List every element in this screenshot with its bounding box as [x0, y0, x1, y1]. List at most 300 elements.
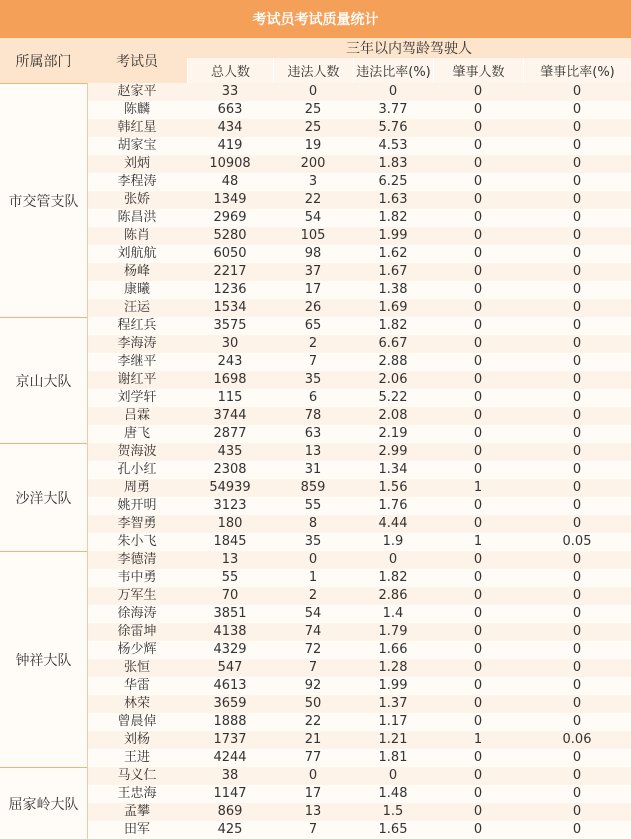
- table-row: [87, 155, 631, 173]
- accidents-cell: 0: [473, 444, 483, 459]
- violations-cell: 0: [308, 768, 318, 783]
- violations-cell: 92: [304, 678, 322, 693]
- table-row: [87, 695, 631, 713]
- examiner-cell: 万军生: [117, 588, 157, 603]
- violations-cell: 0: [308, 552, 318, 567]
- examiner-cell: 李继平: [117, 354, 157, 369]
- violations-cell: 37: [304, 264, 322, 279]
- accidents-cell: 0: [473, 696, 483, 711]
- examiner-cell: 刘炳: [123, 156, 150, 171]
- table-row: [87, 263, 631, 281]
- total-cell: 3851: [213, 606, 247, 621]
- accidents-cell: 1: [473, 534, 483, 549]
- accident-rate-cell: 0: [572, 336, 582, 351]
- accidents-cell: 0: [473, 246, 483, 261]
- accident-rate-cell: 0: [572, 786, 582, 801]
- total-cell: 1737: [213, 732, 247, 747]
- accident-rate-cell: 0: [572, 264, 582, 279]
- accident-rate-cell: 0: [572, 84, 582, 99]
- accidents-cell: 0: [473, 192, 483, 207]
- department-cell: 屈家岭大队: [0, 767, 87, 839]
- total-cell: 6050: [213, 246, 247, 261]
- violation-rate-cell: 0: [388, 552, 398, 567]
- violation-rate-cell: 1.66: [378, 642, 408, 657]
- total-cell: 2217: [213, 264, 247, 279]
- accident-rate-cell: 0: [572, 462, 582, 477]
- accidents-cell: 0: [473, 570, 483, 585]
- examiner-cell: 程红兵: [117, 318, 157, 333]
- violations-cell: 859: [300, 480, 326, 495]
- violations-cell: 22: [304, 714, 322, 729]
- examiner-cell: 唐飞: [123, 426, 150, 441]
- table-row: [87, 209, 631, 227]
- accidents-cell: 0: [473, 552, 483, 567]
- total-cell: 425: [217, 822, 243, 837]
- violation-rate-cell: 2.99: [378, 444, 408, 459]
- examiner-cell: 徐海涛: [117, 606, 157, 621]
- table-row: [87, 317, 631, 335]
- total-cell: 1698: [213, 372, 247, 387]
- violation-rate-cell: 5.22: [378, 390, 408, 405]
- violations-cell: 6: [308, 390, 318, 405]
- violation-rate-cell: 1.56: [378, 480, 408, 495]
- table-row: [87, 137, 631, 155]
- total-cell: 55: [221, 570, 239, 585]
- accident-rate-cell: 0: [572, 426, 582, 441]
- accident-rate-cell: 0: [572, 714, 582, 729]
- table-row: [87, 497, 631, 515]
- accident-rate-cell: 0: [572, 696, 582, 711]
- examiner-cell: 陈肖: [123, 228, 150, 243]
- accidents-cell: 0: [473, 606, 483, 621]
- total-cell: 38: [221, 768, 239, 783]
- violations-cell: 50: [304, 696, 322, 711]
- table-row: [87, 227, 631, 245]
- accidents-cell: 0: [473, 786, 483, 801]
- table-row: [87, 461, 631, 479]
- accident-rate-cell: 0: [572, 750, 582, 765]
- examiner-cell: 刘航航: [117, 246, 157, 261]
- accidents-cell: 0: [473, 714, 483, 729]
- examiner-cell: 刘杨: [123, 732, 150, 747]
- table-row: [87, 245, 631, 263]
- total-cell: 4613: [213, 678, 247, 693]
- accident-rate-cell: 0: [572, 660, 582, 675]
- total-cell: 4329: [213, 642, 247, 657]
- violations-cell: 54: [304, 606, 322, 621]
- accident-rate-cell: 0: [572, 822, 582, 837]
- violation-rate-cell: 1.17: [378, 714, 408, 729]
- accident-rate-cell: 0: [572, 282, 582, 297]
- examiner-cell: 马义仁: [117, 768, 157, 783]
- violations-cell: 7: [308, 822, 318, 837]
- accidents-cell: 0: [473, 642, 483, 657]
- header-violations: 违法人数: [273, 58, 353, 83]
- total-cell: 1349: [213, 192, 247, 207]
- accident-rate-cell: 0: [572, 372, 582, 387]
- accidents-cell: 0: [473, 84, 483, 99]
- examiner-cell: 贺海波: [117, 444, 157, 459]
- violation-rate-cell: 1.62: [378, 246, 408, 261]
- table-row: [87, 425, 631, 443]
- accident-rate-cell: 0: [572, 480, 582, 495]
- table-row: [87, 443, 631, 461]
- total-cell: 1236: [213, 282, 247, 297]
- accident-rate-cell: 0: [572, 228, 582, 243]
- accident-rate-cell: 0: [572, 768, 582, 783]
- accident-rate-cell: 0.05: [562, 534, 592, 549]
- accidents-cell: 0: [473, 102, 483, 117]
- total-cell: 2308: [213, 462, 247, 477]
- violations-cell: 105: [300, 228, 326, 243]
- violations-cell: 55: [304, 498, 322, 513]
- violations-cell: 25: [304, 120, 322, 135]
- violation-rate-cell: 2.19: [378, 426, 408, 441]
- examiner-cell: 曾晨倬: [117, 714, 157, 729]
- table-row: [87, 551, 631, 569]
- violations-cell: 1: [308, 570, 318, 585]
- accidents-cell: 0: [473, 408, 483, 423]
- violation-rate-cell: 1.83: [378, 156, 408, 171]
- header-accident-rate: 肇事比率(%): [523, 58, 631, 83]
- examiner-cell: 孔小红: [117, 462, 157, 477]
- accidents-cell: 0: [473, 228, 483, 243]
- examiner-cell: 康曦: [123, 282, 150, 297]
- violations-cell: 13: [304, 804, 322, 819]
- violations-cell: 74: [304, 624, 322, 639]
- accidents-cell: 0: [473, 282, 483, 297]
- total-cell: 54939: [209, 480, 251, 495]
- total-cell: 1888: [213, 714, 247, 729]
- table-row: [87, 731, 631, 749]
- violations-cell: 63: [304, 426, 322, 441]
- accident-rate-cell: 0: [572, 120, 582, 135]
- table-row: [87, 821, 631, 839]
- table-row: [87, 803, 631, 821]
- table-row: [87, 569, 631, 587]
- header-dept: 所属部门: [0, 38, 87, 83]
- violations-cell: 35: [304, 372, 322, 387]
- examiner-cell: 陈麟: [123, 102, 150, 117]
- accidents-cell: 0: [473, 300, 483, 315]
- accident-rate-cell: 0: [572, 156, 582, 171]
- examiner-cell: 张恒: [123, 660, 150, 675]
- violation-rate-cell: 0: [388, 84, 398, 99]
- table-row: [87, 767, 631, 785]
- table-row: [87, 533, 631, 551]
- violation-rate-cell: 4.53: [378, 138, 408, 153]
- accidents-cell: 0: [473, 516, 483, 531]
- violations-cell: 2: [308, 336, 318, 351]
- violation-rate-cell: 1.28: [378, 660, 408, 675]
- total-cell: 663: [217, 102, 243, 117]
- total-cell: 33: [221, 84, 239, 99]
- examiner-cell: 刘学轩: [117, 390, 157, 405]
- header-examiner: 考试员: [87, 38, 187, 83]
- violations-cell: 7: [308, 354, 318, 369]
- examiner-cell: 张娇: [123, 192, 150, 207]
- violations-cell: 13: [304, 444, 322, 459]
- accident-rate-cell: 0: [572, 678, 582, 693]
- accidents-cell: 0: [473, 804, 483, 819]
- violations-cell: 0: [308, 84, 318, 99]
- violations-cell: 25: [304, 102, 322, 117]
- violations-cell: 78: [304, 408, 322, 423]
- violations-cell: 19: [304, 138, 322, 153]
- department-cell: 钟祥大队: [0, 551, 87, 767]
- table-row: [87, 659, 631, 677]
- examiner-cell: 李海涛: [117, 336, 157, 351]
- total-cell: 30: [221, 336, 239, 351]
- total-cell: 1147: [213, 786, 247, 801]
- examiner-cell: 朱小飞: [117, 534, 157, 549]
- accident-rate-cell: 0: [572, 570, 582, 585]
- accidents-cell: 0: [473, 120, 483, 135]
- column-divider: [87, 83, 88, 839]
- examiner-cell: 陈昌洪: [117, 210, 157, 225]
- total-cell: 48: [221, 174, 239, 189]
- violation-rate-cell: 1.76: [378, 498, 408, 513]
- violation-rate-cell: 6.25: [378, 174, 408, 189]
- accident-rate-cell: 0: [572, 804, 582, 819]
- accidents-cell: 0: [473, 498, 483, 513]
- table-row: [87, 83, 631, 101]
- accidents-cell: 0: [473, 318, 483, 333]
- violations-cell: 31: [304, 462, 322, 477]
- accidents-cell: 0: [473, 822, 483, 837]
- violation-rate-cell: 1.48: [378, 786, 408, 801]
- violation-rate-cell: 1.82: [378, 570, 408, 585]
- table-row: [87, 749, 631, 767]
- header-group: 三年以内驾龄驾驶人: [187, 38, 631, 58]
- total-cell: 869: [217, 804, 243, 819]
- accidents-cell: 0: [473, 426, 483, 441]
- accident-rate-cell: 0: [572, 408, 582, 423]
- table-row: [87, 353, 631, 371]
- header-violation-rate: 违法比率(%): [353, 58, 433, 83]
- violation-rate-cell: 1.63: [378, 192, 408, 207]
- total-cell: 547: [217, 660, 243, 675]
- violations-cell: 54: [304, 210, 322, 225]
- department-cell: 京山大队: [0, 317, 87, 443]
- accident-rate-cell: 0: [572, 300, 582, 315]
- violation-rate-cell: 1.67: [378, 264, 408, 279]
- total-cell: 2969: [213, 210, 247, 225]
- accidents-cell: 1: [473, 480, 483, 495]
- accident-rate-cell: 0: [572, 138, 582, 153]
- violations-cell: 8: [308, 516, 318, 531]
- total-cell: 434: [217, 120, 243, 135]
- accident-rate-cell: 0: [572, 102, 582, 117]
- accident-rate-cell: 0: [572, 210, 582, 225]
- header-total: 总人数: [187, 58, 273, 83]
- violation-rate-cell: 1.82: [378, 318, 408, 333]
- violation-rate-cell: 2.88: [378, 354, 408, 369]
- accidents-cell: 0: [473, 336, 483, 351]
- violations-cell: 77: [304, 750, 322, 765]
- examiner-cell: 王进: [123, 750, 150, 765]
- examiner-cell: 胡家宝: [117, 138, 157, 153]
- total-cell: 3575: [213, 318, 247, 333]
- examiner-cell: 王忠海: [117, 786, 157, 801]
- accidents-cell: 0: [473, 624, 483, 639]
- total-cell: 10908: [209, 156, 251, 171]
- violation-rate-cell: 2.86: [378, 588, 408, 603]
- violation-rate-cell: 1.82: [378, 210, 408, 225]
- violation-rate-cell: 1.37: [378, 696, 408, 711]
- violation-rate-cell: 2.06: [378, 372, 408, 387]
- examiner-cell: 华雷: [123, 678, 150, 693]
- violation-rate-cell: 1.99: [378, 678, 408, 693]
- accidents-cell: 0: [473, 354, 483, 369]
- table-row: [87, 407, 631, 425]
- table-row: [87, 515, 631, 533]
- total-cell: 4244: [213, 750, 247, 765]
- department-cell: 沙洋大队: [0, 443, 87, 551]
- violations-cell: 65: [304, 318, 322, 333]
- accidents-cell: 0: [473, 210, 483, 225]
- total-cell: 3744: [213, 408, 247, 423]
- examiner-cell: 赵家平: [117, 84, 157, 99]
- violation-rate-cell: 3.77: [378, 102, 408, 117]
- accidents-cell: 0: [473, 768, 483, 783]
- violations-cell: 200: [300, 156, 326, 171]
- examiner-cell: 吕霖: [123, 408, 150, 423]
- accident-rate-cell: 0: [572, 498, 582, 513]
- violations-cell: 3: [308, 174, 318, 189]
- violation-rate-cell: 1.34: [378, 462, 408, 477]
- violations-cell: 7: [308, 660, 318, 675]
- header-accidents: 肇事人数: [433, 58, 523, 83]
- violation-rate-cell: 1.69: [378, 300, 408, 315]
- accident-rate-cell: 0: [572, 246, 582, 261]
- table-row: [87, 479, 631, 497]
- table-row: [87, 335, 631, 353]
- violations-cell: 72: [304, 642, 322, 657]
- examiner-cell: 李德清: [117, 552, 157, 567]
- violation-rate-cell: 1.4: [382, 606, 404, 621]
- examiner-cell: 杨峰: [123, 264, 150, 279]
- violations-cell: 21: [304, 732, 322, 747]
- accident-rate-cell: 0: [572, 588, 582, 603]
- violations-cell: 2: [308, 588, 318, 603]
- violations-cell: 17: [304, 282, 322, 297]
- examiner-cell: 徐雷坤: [117, 624, 157, 639]
- violations-cell: 35: [304, 534, 322, 549]
- accident-rate-cell: 0: [572, 516, 582, 531]
- total-cell: 5280: [213, 228, 247, 243]
- violation-rate-cell: 5.76: [378, 120, 408, 135]
- accident-rate-cell: 0: [572, 354, 582, 369]
- total-cell: 243: [217, 354, 243, 369]
- violations-cell: 26: [304, 300, 322, 315]
- total-cell: 1845: [213, 534, 247, 549]
- table-row: [87, 623, 631, 641]
- violation-rate-cell: 1.21: [378, 732, 408, 747]
- accident-rate-cell: 0.06: [562, 732, 592, 747]
- total-cell: 3659: [213, 696, 247, 711]
- total-cell: 1534: [213, 300, 247, 315]
- accidents-cell: 0: [473, 462, 483, 477]
- table-row: [87, 389, 631, 407]
- accident-rate-cell: 0: [572, 318, 582, 333]
- accidents-cell: 0: [473, 390, 483, 405]
- examiner-cell: 周勇: [123, 480, 150, 495]
- violation-rate-cell: 6.67: [378, 336, 408, 351]
- total-cell: 2877: [213, 426, 247, 441]
- violation-rate-cell: 0: [388, 768, 398, 783]
- table-row: [87, 677, 631, 695]
- examiner-cell: 林荣: [123, 696, 150, 711]
- examiner-cell: 姚开明: [117, 498, 157, 513]
- table-row: [87, 299, 631, 317]
- accidents-cell: 0: [473, 678, 483, 693]
- total-cell: 4138: [213, 624, 247, 639]
- examiner-cell: 孟攀: [123, 804, 150, 819]
- violation-rate-cell: 1.9: [382, 534, 404, 549]
- violations-cell: 22: [304, 192, 322, 207]
- table-title: 考试员考试质量统计: [0, 0, 631, 38]
- examiner-cell: 韦中勇: [117, 570, 157, 585]
- table-row: [87, 119, 631, 137]
- examiner-cell: 李程涛: [117, 174, 157, 189]
- accident-rate-cell: 0: [572, 192, 582, 207]
- table-row: [87, 587, 631, 605]
- total-cell: 13: [221, 552, 239, 567]
- accident-rate-cell: 0: [572, 174, 582, 189]
- table-row: [87, 191, 631, 209]
- violation-rate-cell: 2.08: [378, 408, 408, 423]
- accidents-cell: 0: [473, 588, 483, 603]
- total-cell: 180: [217, 516, 243, 531]
- total-cell: 3123: [213, 498, 247, 513]
- examiner-cell: 杨少辉: [117, 642, 157, 657]
- accidents-cell: 0: [473, 264, 483, 279]
- accident-rate-cell: 0: [572, 624, 582, 639]
- examiner-cell: 李智勇: [117, 516, 157, 531]
- total-cell: 419: [217, 138, 243, 153]
- table-row: [87, 281, 631, 299]
- table-row: [87, 101, 631, 119]
- total-cell: 115: [217, 390, 243, 405]
- violation-rate-cell: 1.99: [378, 228, 408, 243]
- violation-rate-cell: 1.5: [382, 804, 404, 819]
- table-row: [87, 173, 631, 191]
- total-cell: 70: [221, 588, 239, 603]
- accidents-cell: 0: [473, 660, 483, 675]
- violation-rate-cell: 1.79: [378, 624, 408, 639]
- violations-cell: 17: [304, 786, 322, 801]
- accidents-cell: 0: [473, 156, 483, 171]
- accident-rate-cell: 0: [572, 390, 582, 405]
- violations-cell: 98: [304, 246, 322, 261]
- violation-rate-cell: 1.65: [378, 822, 408, 837]
- department-cell: 市交管支队: [0, 83, 87, 317]
- table-body: [87, 83, 631, 839]
- accidents-cell: 1: [473, 732, 483, 747]
- accidents-cell: 0: [473, 750, 483, 765]
- examiner-cell: 谢红平: [117, 372, 157, 387]
- table-row: [87, 785, 631, 803]
- examiner-cell: 韩红星: [117, 120, 157, 135]
- accidents-cell: 0: [473, 372, 483, 387]
- accidents-cell: 0: [473, 138, 483, 153]
- accident-rate-cell: 0: [572, 444, 582, 459]
- examiner-cell: 田军: [123, 822, 150, 837]
- total-cell: 435: [217, 444, 243, 459]
- table-row: [87, 713, 631, 731]
- examiner-cell: 汪运: [123, 300, 150, 315]
